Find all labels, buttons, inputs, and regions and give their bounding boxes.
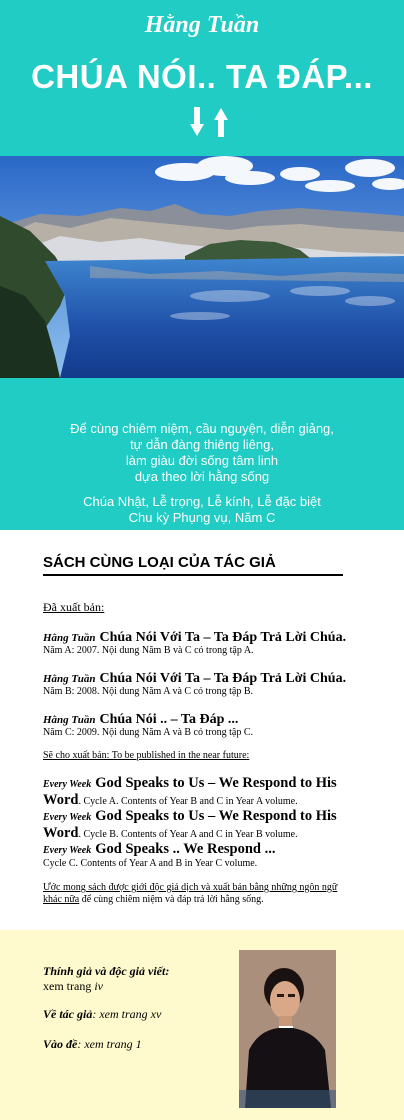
book-title: God Speaks to Us – We Respond to His [95,775,337,791]
published-book [43,669,346,687]
book-author: Every Week [43,812,92,823]
book-note: . Cycle B. Contents of Year A and C in Year B volume. [78,829,298,840]
book-title: Chúa Nói Với Ta – Ta Đáp Trả Lời Chúa. [99,630,347,645]
published-label: Đã xuất bản: [43,600,105,614]
tagline-panel [0,378,404,530]
upcoming-book [43,840,275,858]
cover-author: Hằng Tuần [144,12,260,38]
heading-underline [43,574,343,576]
book-title: Chúa Nói .. – Ta Đáp ... [99,712,239,727]
author-photo [239,950,336,1108]
wish-text: khác nữa [43,894,80,905]
readers-label: Thính giả và độc giả viết: [43,964,170,978]
cover-header [0,0,404,156]
book-title: God Speaks .. We Respond ... [95,841,276,857]
book-author: Hằng Tuần [43,714,96,726]
book-author: Every Week [43,779,92,790]
book-title: God Speaks to Us – We Respond to His [95,808,337,824]
book-author: Every Week [43,845,92,856]
ref-page: iv [94,979,103,993]
tagline-line: làm giàu đời sống tâm linh [125,453,279,468]
tagline-line: dựa theo lời hằng sống [134,469,270,484]
wish-text: Ước mong sách được giới độc giả dịch và xuất bản bằng những ngôn ngữ [43,882,338,893]
occasion-line: Chu kỳ Phụng vụ, Năm C [128,510,276,525]
section-heading: SÁCH CÙNG LOẠI CỦA TÁC GIẢ [43,554,276,571]
other-books-section [0,530,404,930]
book-note: Năm A: 2007. Nội dung Năm B và C có trong tập A. [43,645,254,656]
wish-line [43,894,264,905]
upcoming-book [43,807,337,825]
lake-landscape-image [0,156,404,378]
book-author: Hằng Tuần [43,673,96,685]
intro-ref [43,1037,142,1052]
book-note: Cycle C. Contents of Year A and B in Year C volume. [43,858,258,869]
about-ref [43,1007,161,1022]
ref-text: xem trang [43,979,95,993]
published-book [43,710,238,728]
author-info-panel [0,930,404,1120]
intro-label: Vào đề [43,1037,78,1051]
about-label: Về tác giả [43,1007,93,1021]
upcoming-book [43,774,337,792]
published-book [43,628,346,646]
wish-line [43,882,337,893]
book-title: Chúa Nói Với Ta – Ta Đáp Trả Lời Chúa. [99,671,347,686]
wish-text: để cùng chiêm niệm và đáp trả lời hằng sống. [79,894,264,905]
readers-ref [43,979,103,994]
upcoming-label: Sẽ cho xuất bản: To be published in the near future: [43,750,250,761]
cover-title: CHÚA NÓI.. TA ĐÁP... [31,58,373,95]
book-title-end: Word [43,825,79,841]
tagline-line: tự dẫn đàng thiêng liêng, [130,437,274,452]
tagline-line: Để cùng chiêm niệm, cầu nguyện, diễn giảng, [70,421,334,436]
book-note: Năm C: 2009. Nội dung Năm A và B có trong tập C. [43,727,253,738]
book-note: Năm B: 2008. Nội dung Năm A và C có trong tập B. [43,686,253,697]
down-up-arrows-icon [190,107,230,137]
book-title-end: Word [43,792,79,808]
occasion-line: Chúa Nhật, Lễ trọng, Lễ kính, Lễ đặc biệt [83,494,321,509]
book-note: . Cycle A. Contents of Year B and C in Year A volume. [78,796,298,807]
book-author: Hằng Tuần [43,632,96,644]
ref-text: : xem trang xv [92,1007,162,1021]
ref-text: : xem trang 1 [77,1037,142,1051]
